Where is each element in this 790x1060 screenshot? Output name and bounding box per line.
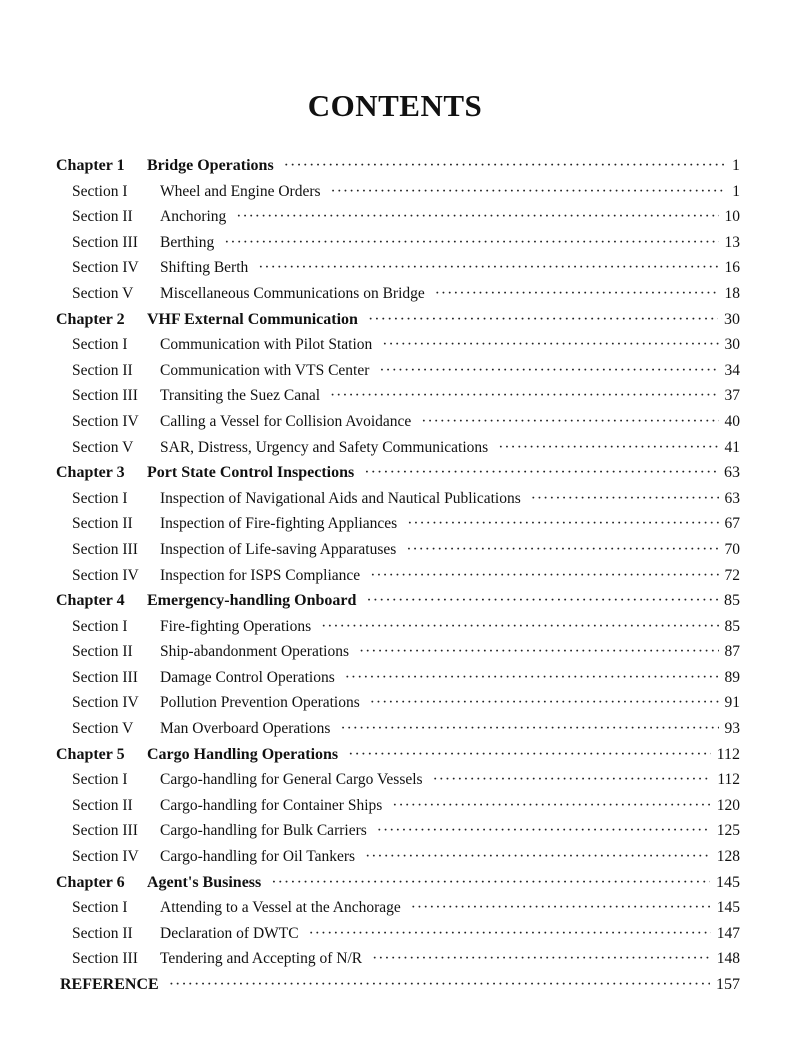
toc-section-row (56, 362, 740, 388)
dot-leader (348, 746, 710, 764)
toc-page-number: 67 (724, 515, 740, 533)
toc-page-number: 85 (724, 592, 740, 610)
dot-leader (330, 387, 718, 405)
toc-entry-number: Section I (72, 899, 128, 917)
toc-entry-title: Ship-abandonment Operations (160, 643, 349, 661)
toc-entry-number: Section III (72, 387, 138, 405)
toc-entry-title: Fire-fighting Operations (160, 617, 312, 635)
toc-page-number: 112 (717, 771, 740, 789)
toc-section-row (56, 234, 740, 260)
dot-leader (433, 771, 712, 789)
dot-leader (377, 822, 711, 840)
toc-entry-number: Section II (72, 643, 133, 661)
toc-section-row (56, 439, 740, 465)
toc-entry-number: Section I (72, 771, 128, 789)
toc-page-number: 30 (724, 310, 740, 328)
dot-leader (331, 183, 724, 201)
dot-leader (407, 515, 718, 533)
toc-entry-number: Section IV (72, 259, 139, 277)
dot-leader (345, 669, 719, 687)
dot-leader (364, 464, 718, 482)
toc-section-row (56, 567, 740, 593)
dot-leader (411, 899, 711, 917)
toc-chapter-row (56, 874, 740, 900)
toc-entry-number: Section II (72, 361, 133, 379)
toc-page-number: 16 (724, 259, 740, 277)
toc-section-row (56, 336, 740, 362)
toc-section-row (56, 848, 740, 874)
toc-section-row (56, 515, 740, 541)
toc-entry-title: Cargo-handling for Bulk Carriers (160, 822, 367, 840)
toc-entry-title: REFERENCE (60, 976, 159, 993)
toc-section-row (56, 822, 740, 848)
toc-entry-title: Calling a Vessel for Collision Avoidance (160, 412, 412, 430)
toc-section-row (56, 490, 740, 516)
toc-entry-title: Cargo-handling for Oil Tankers (160, 848, 356, 866)
toc-section-row (56, 541, 740, 567)
toc-entry-title: Shifting Berth (160, 259, 249, 277)
toc-section-row (56, 259, 740, 285)
dot-leader (271, 874, 710, 892)
toc-entry-title: Inspection for ISPS Compliance (160, 566, 361, 584)
toc-entry-title: Berthing (160, 233, 215, 251)
dot-leader (284, 157, 724, 175)
dot-leader (321, 618, 718, 636)
toc-entry-number: Section III (72, 668, 138, 686)
toc-entry-title: Inspection of Fire-fighting Appliances (160, 515, 398, 533)
toc-entry-number: Chapter 4 (56, 592, 125, 610)
toc-entry-title: Inspection of Life-saving Apparatuses (160, 540, 397, 558)
dot-leader (370, 694, 719, 712)
toc-section-row (56, 618, 740, 644)
toc-page-number: 72 (724, 566, 740, 584)
toc-entry-title: Emergency-handling Onboard (147, 592, 357, 610)
toc-page-number: 70 (724, 540, 740, 558)
dot-leader (366, 592, 718, 610)
toc-entry-number: Section III (72, 822, 138, 840)
toc-section-row (56, 925, 740, 951)
toc-page-number: 157 (716, 976, 740, 993)
toc-page-number: 93 (724, 720, 740, 738)
toc-entry-number: Section I (72, 617, 128, 635)
toc-entry-number: Section I (72, 182, 128, 200)
dot-leader (382, 336, 718, 354)
dot-leader (340, 720, 718, 738)
toc-page-number: 87 (724, 643, 740, 661)
toc-section-row (56, 183, 740, 209)
toc-page-number: 148 (716, 950, 740, 968)
dot-leader (365, 848, 711, 866)
toc-page-number: 145 (716, 899, 740, 917)
toc-section-row (56, 208, 740, 234)
toc-entry-title: Agent's Business (147, 873, 262, 891)
toc-page-number: 40 (724, 412, 740, 430)
toc-entry-number: Section IV (72, 566, 139, 584)
dot-leader (169, 976, 710, 994)
toc-entry-number: Section II (72, 208, 133, 226)
page-title: CONTENTS (307, 88, 483, 123)
toc-entry-number: Section II (72, 796, 133, 814)
dot-leader (379, 362, 718, 380)
toc-page-number: 10 (724, 208, 740, 226)
dot-leader (406, 541, 718, 559)
toc-page-number: 63 (724, 489, 740, 507)
toc-entry-title: VHF External Communication (147, 310, 358, 328)
toc-page-number: 30 (724, 336, 740, 354)
toc-page-number: 147 (716, 924, 740, 942)
toc-section-row (56, 413, 740, 439)
toc-page-number: 1 (732, 157, 740, 174)
toc-entry-number: Section IV (72, 694, 139, 712)
toc-entry-number: Chapter 3 (56, 464, 125, 482)
dot-leader (370, 567, 718, 585)
toc-section-row (56, 694, 740, 720)
dot-leader (224, 234, 718, 252)
dot-leader (392, 797, 710, 815)
toc-page-number: 13 (724, 233, 740, 251)
toc-entry-number: Section V (72, 720, 134, 738)
dot-leader (309, 925, 711, 943)
toc-entry-title: Communication with VTS Center (160, 361, 370, 379)
dot-leader (498, 439, 718, 457)
toc-entry-number: Section I (72, 336, 128, 354)
toc-entry-number: Chapter 2 (56, 310, 125, 328)
toc-page-number: 89 (724, 668, 740, 686)
toc-entry-number: Section I (72, 489, 128, 507)
toc-section-row (56, 771, 740, 797)
toc-page-number: 85 (724, 617, 740, 635)
toc-reference-row (56, 976, 740, 1002)
toc-entry-number: Section III (72, 950, 138, 968)
toc-entry-number: Chapter 6 (56, 873, 125, 891)
toc-page-number: 34 (724, 361, 740, 379)
toc-section-row (56, 797, 740, 823)
toc-section-row (56, 387, 740, 413)
toc-entry-number: Chapter 5 (56, 745, 125, 763)
toc-section-row (56, 285, 740, 311)
toc-entry-title: Transiting the Suez Canal (160, 387, 321, 405)
toc-entry-number: Section V (72, 284, 134, 302)
toc-page-number: 41 (724, 438, 740, 456)
toc-entry-number: Section V (72, 438, 134, 456)
toc-section-row (56, 643, 740, 669)
toc-section-row (56, 669, 740, 695)
toc-entry-title: Inspection of Navigational Aids and Nautical Publications (160, 489, 521, 507)
table-of-contents (56, 157, 740, 1002)
dot-leader (372, 950, 711, 968)
toc-entry-number: Section IV (72, 848, 139, 866)
toc-page-number: 37 (724, 387, 740, 405)
toc-page-number: 91 (724, 694, 740, 712)
toc-page-number: 63 (724, 464, 740, 482)
toc-entry-number: Section III (72, 540, 138, 558)
toc-entry-number: Chapter 1 (56, 157, 125, 174)
toc-page-number: 128 (716, 848, 740, 866)
toc-entry-title: Declaration of DWTC (160, 924, 299, 942)
toc-entry-title: Attending to a Vessel at the Anchorage (160, 899, 401, 917)
toc-section-row (56, 899, 740, 925)
toc-entry-title: Pollution Prevention Operations (160, 694, 360, 712)
dot-leader (421, 413, 718, 431)
toc-page-number: 1 (732, 182, 740, 200)
toc-page-number: 120 (716, 796, 740, 814)
toc-chapter-row (56, 157, 740, 183)
dot-leader (531, 490, 719, 508)
toc-chapter-row (56, 464, 740, 490)
dot-leader (368, 311, 718, 329)
toc-entry-title: Cargo-handling for General Cargo Vessels (160, 771, 423, 789)
toc-entry-title: Miscellaneous Communications on Bridge (160, 284, 425, 302)
toc-entry-title: Tendering and Accepting of N/R (160, 950, 363, 968)
toc-entry-title: Damage Control Operations (160, 668, 335, 686)
toc-entry-title: Anchoring (160, 208, 227, 226)
dot-leader (258, 259, 718, 277)
toc-entry-title: SAR, Distress, Urgency and Safety Communications (160, 438, 489, 456)
toc-entry-title: Cargo Handling Operations (147, 745, 339, 763)
toc-page-number: 112 (716, 745, 740, 763)
toc-entry-title: Communication with Pilot Station (160, 336, 373, 354)
dot-leader (435, 285, 719, 303)
toc-section-row (56, 950, 740, 976)
toc-entry-number: Section IV (72, 412, 139, 430)
toc-entry-number: Section III (72, 233, 138, 251)
toc-entry-title: Port State Control Inspections (147, 464, 355, 482)
toc-entry-title: Cargo-handling for Container Ships (160, 796, 383, 814)
toc-entry-title: Man Overboard Operations (160, 720, 331, 738)
toc-entry-title: Wheel and Engine Orders (160, 182, 321, 200)
toc-page-number: 125 (716, 822, 740, 840)
dot-leader (359, 643, 719, 661)
toc-page-number: 145 (716, 873, 740, 891)
toc-entry-number: Section II (72, 515, 133, 533)
dot-leader (236, 208, 718, 226)
toc-chapter-row (56, 592, 740, 618)
toc-entry-title: Bridge Operations (147, 157, 274, 174)
toc-chapter-row (56, 311, 740, 337)
toc-page-number: 18 (724, 284, 740, 302)
toc-entry-number: Section II (72, 924, 133, 942)
toc-chapter-row (56, 746, 740, 772)
toc-section-row (56, 720, 740, 746)
